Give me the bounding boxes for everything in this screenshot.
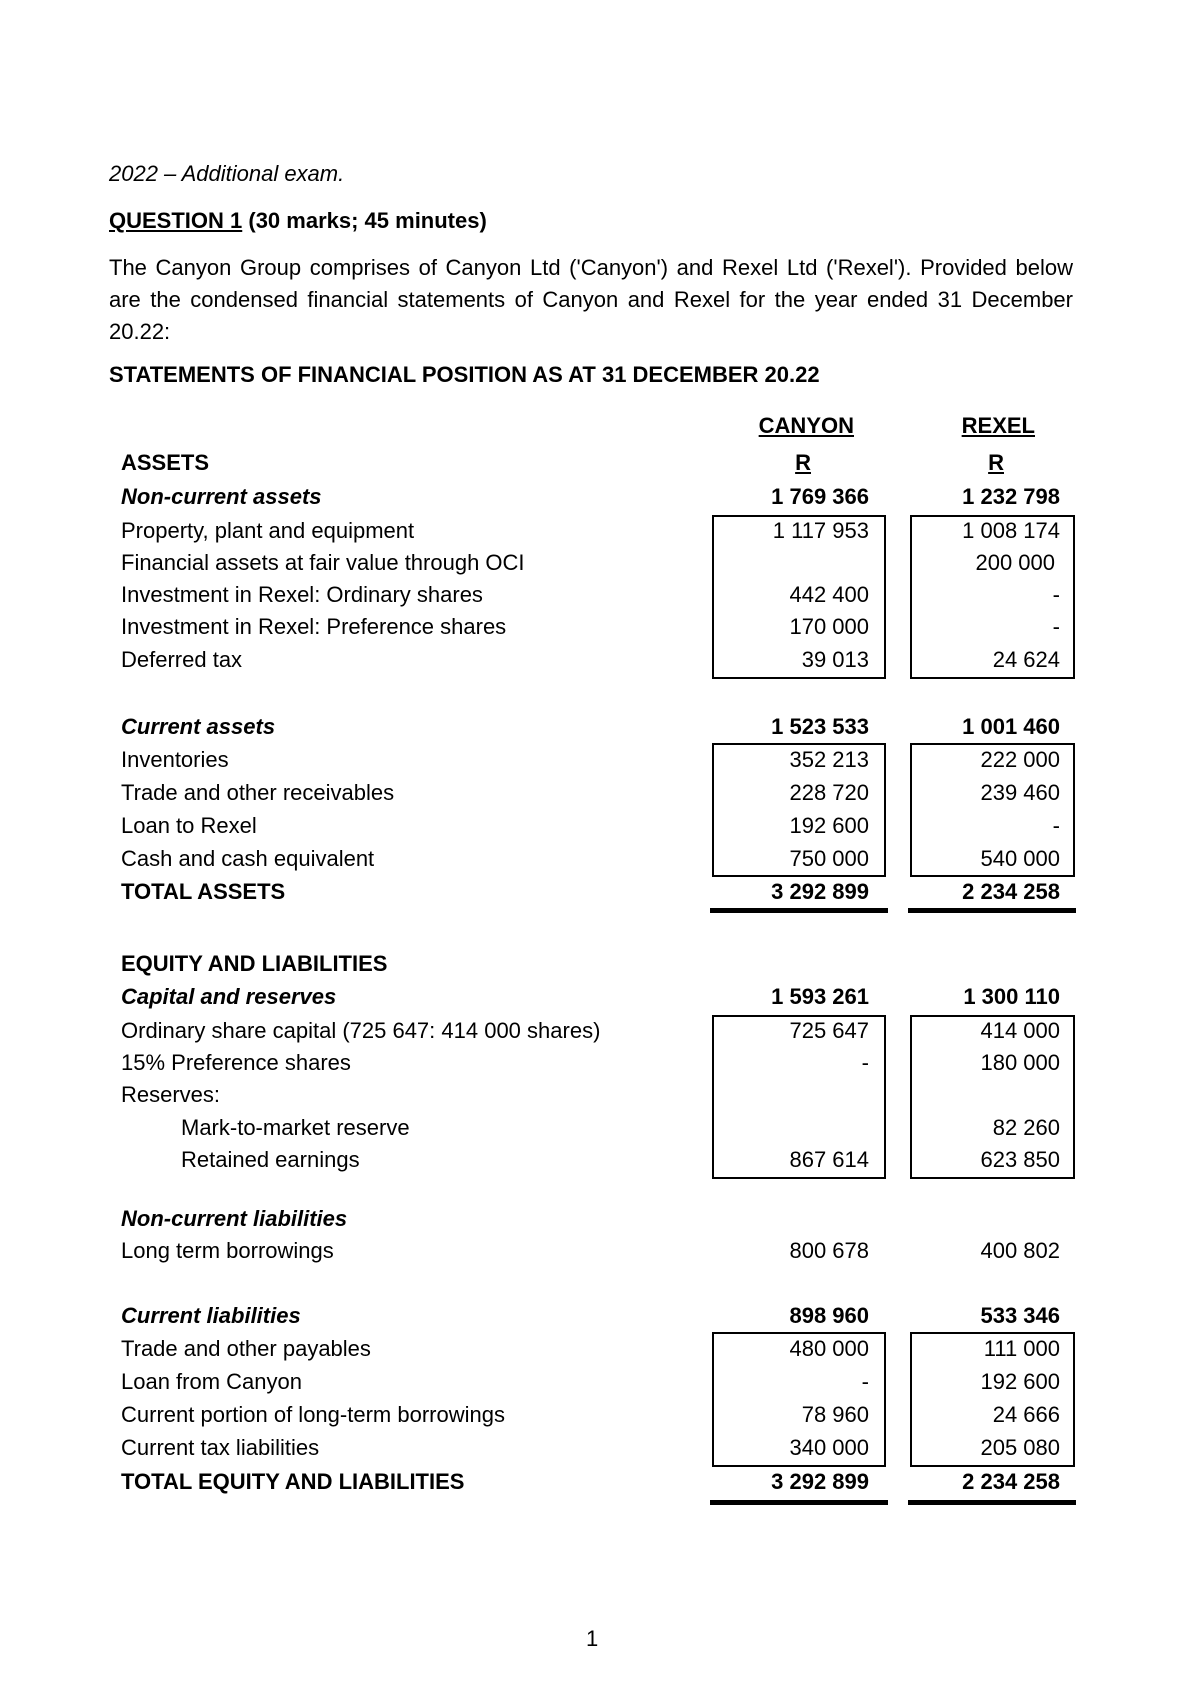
section-heading-row [0, 951, 1200, 977]
table-row [0, 1082, 1200, 1108]
statement-title: STATEMENTS OF FINANCIAL POSITION AS AT 31 DECEMBER 20.22 [109, 362, 820, 387]
row-label: Investment in Rexel: Ordinary shares [121, 582, 483, 607]
rexel-value: 205 080 [980, 1435, 1060, 1460]
rexel-value: 400 802 [980, 1238, 1060, 1263]
rexel-value: 1 008 174 [962, 518, 1060, 543]
rexel-value: - [1052, 813, 1060, 838]
table-row [0, 550, 1200, 576]
canyon-value: 800 678 [789, 1238, 869, 1263]
question-label: QUESTION 1 [109, 208, 243, 233]
row-label: Financial assets at fair value through OCI [121, 550, 525, 575]
row-label: Loan to Rexel [121, 813, 257, 838]
canyon-value: 192 600 [789, 813, 869, 838]
table-row [0, 647, 1200, 673]
canyon-value: 352 213 [789, 747, 869, 772]
canyon-value: 39 013 [801, 647, 869, 672]
row-label: Current assets [121, 714, 276, 739]
row-label: Property, plant and equipment [121, 518, 415, 543]
rexel-value: 1 300 110 [963, 984, 1060, 1009]
table-row [0, 813, 1200, 839]
rexel-value: 540 000 [980, 846, 1060, 871]
rexel-currency: R [988, 450, 1004, 475]
row-label: Current tax liabilities [121, 1435, 320, 1460]
table-row [0, 1018, 1200, 1044]
canyon-value: 1 523 533 [771, 714, 869, 739]
row-label: Non-current assets [121, 484, 322, 509]
intro-paragraph: The Canyon Group comprises of Canyon Ltd ('Canyon') and Rexel Ltd ('Rexel'). Provided below are the condensed financial statements of Canyon and Rexel for the year ended 31 December 20.22: [109, 255, 1073, 344]
canyon-value: 867 614 [789, 1147, 869, 1172]
question-meta: (30 marks; 45 minutes) [248, 208, 487, 233]
rexel-header: REXEL [961, 413, 1035, 438]
rexel-value: 1 232 798 [962, 484, 1060, 509]
rexel-value: - [1052, 582, 1060, 607]
double-underline [710, 908, 888, 913]
row-label: EQUITY AND LIABILITIES [121, 951, 388, 976]
row-label: 15% Preference shares [121, 1050, 351, 1075]
canyon-value: 480 000 [789, 1336, 869, 1361]
row-label: Current liabilities [121, 1303, 301, 1328]
row-label: Investment in Rexel: Preference shares [121, 614, 507, 639]
rexel-value: 533 346 [980, 1303, 1060, 1328]
canyon-value: 3 292 899 [771, 879, 869, 904]
canyon-value: - [861, 1369, 869, 1394]
rexel-value: 200 000 [975, 550, 1055, 575]
canyon-value: 1 117 953 [772, 518, 869, 543]
table-row [0, 1115, 1200, 1141]
column-headers [0, 413, 1200, 439]
canyon-value: 340 000 [789, 1435, 869, 1460]
canyon-value: 170 000 [789, 614, 869, 639]
row-label: Retained earnings [181, 1147, 360, 1172]
rexel-value: 623 850 [980, 1147, 1060, 1172]
canyon-header: CANYON [758, 413, 854, 438]
subtotal-row [0, 484, 1200, 510]
table-row [0, 1336, 1200, 1362]
canyon-value: 78 960 [801, 1402, 869, 1427]
row-label: Trade and other payables [121, 1336, 371, 1361]
rexel-value: 2 234 258 [962, 879, 1060, 904]
row-label: Ordinary share capital (725 647: 414 000 shares) [121, 1018, 601, 1043]
row-label: Non-current liabilities [121, 1206, 348, 1231]
canyon-value: 725 647 [789, 1018, 869, 1043]
total-row [0, 1469, 1200, 1495]
canyon-value: 1 769 366 [771, 484, 869, 509]
table-row [0, 747, 1200, 773]
table-row [0, 582, 1200, 608]
table-row [0, 614, 1200, 640]
page-number: 1 [586, 1626, 599, 1651]
row-label: Cash and cash equivalent [121, 846, 375, 871]
rexel-value: 24 624 [992, 647, 1060, 672]
double-underline [908, 908, 1076, 913]
row-label: Loan from Canyon [121, 1369, 302, 1394]
row-label: TOTAL ASSETS [121, 879, 286, 904]
table-row [0, 1435, 1200, 1461]
assets-heading-row [0, 450, 1200, 476]
subtotal-row [0, 984, 1200, 1010]
rexel-value: 111 000 [983, 1336, 1060, 1361]
rexel-value: 24 666 [992, 1402, 1060, 1427]
table-row [0, 1369, 1200, 1395]
assets-heading: ASSETS [121, 450, 210, 475]
table-row [0, 1050, 1200, 1076]
table-row [0, 846, 1200, 872]
row-label: Inventories [121, 747, 229, 772]
table-row [0, 780, 1200, 806]
total-row [0, 879, 1200, 905]
subtotal-row [0, 714, 1200, 740]
double-underline [710, 1500, 888, 1505]
row-label: Deferred tax [121, 647, 243, 672]
canyon-value: 750 000 [789, 846, 869, 871]
row-label: TOTAL EQUITY AND LIABILITIES [121, 1469, 465, 1494]
table-row [0, 1238, 1200, 1264]
canyon-value: 228 720 [789, 780, 869, 805]
row-label: Current portion of long-term borrowings [121, 1402, 505, 1427]
canyon-value: 898 960 [789, 1303, 869, 1328]
canyon-value: - [861, 1050, 869, 1075]
rexel-value: 1 001 460 [962, 714, 1060, 739]
canyon-value: 3 292 899 [771, 1469, 869, 1494]
canyon-value: 1 593 261 [771, 984, 869, 1009]
rexel-value: 192 600 [980, 1369, 1060, 1394]
subtotal-row [0, 1303, 1200, 1329]
double-underline [908, 1500, 1076, 1505]
rexel-value: 2 234 258 [962, 1469, 1060, 1494]
row-label: Trade and other receivables [121, 780, 395, 805]
rexel-value: 414 000 [980, 1018, 1060, 1043]
table-row [0, 518, 1200, 544]
exam-title: 2022 – Additional exam. [109, 161, 345, 186]
row-label: Reserves: [121, 1082, 221, 1107]
rexel-value: 222 000 [980, 747, 1060, 772]
question-heading [109, 208, 487, 234]
row-label: Capital and reserves [121, 984, 337, 1009]
table-row [0, 1402, 1200, 1428]
rexel-value: 82 260 [992, 1115, 1060, 1140]
rexel-value: 239 460 [980, 780, 1060, 805]
rexel-value: - [1052, 614, 1060, 639]
row-label: Long term borrowings [121, 1238, 334, 1263]
subtotal-row [0, 1206, 1200, 1232]
rexel-value: 180 000 [980, 1050, 1060, 1075]
table-row [0, 1147, 1200, 1173]
row-label: Mark-to-market reserve [181, 1115, 410, 1140]
canyon-value: 442 400 [789, 582, 869, 607]
canyon-currency: R [795, 450, 811, 475]
